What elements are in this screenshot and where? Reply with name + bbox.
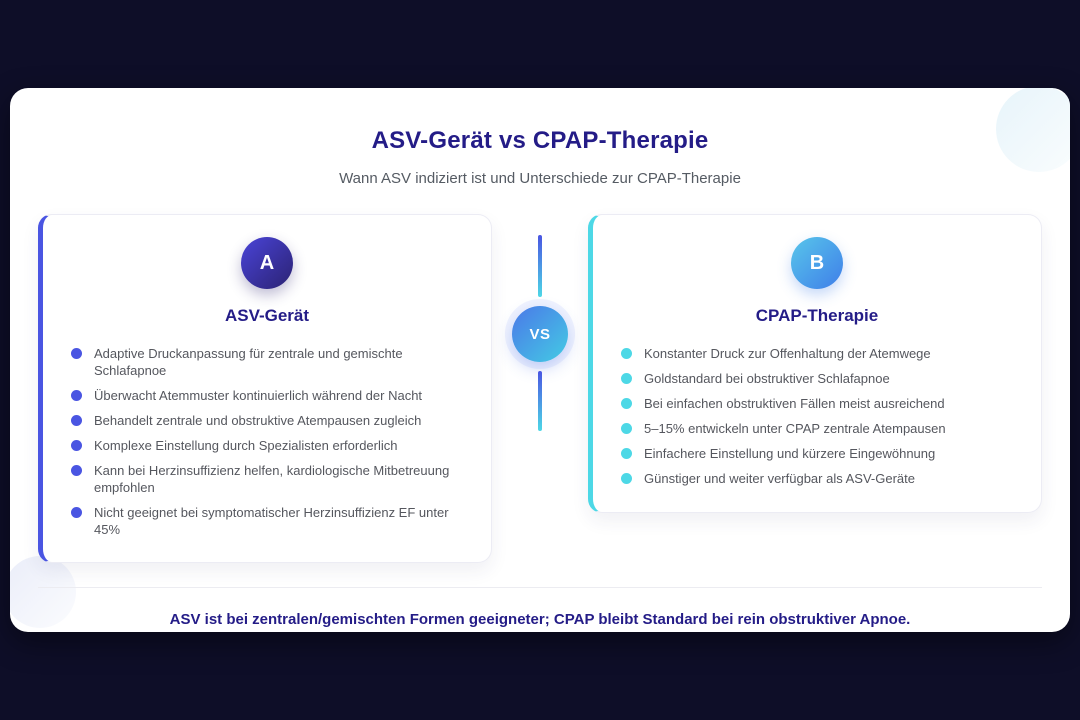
comparison-columns <box>38 214 1042 563</box>
card-b-title: CPAP-Therapie <box>755 306 879 325</box>
bullet-dot-icon <box>621 373 632 384</box>
connector-line-bottom <box>538 371 542 431</box>
vs-badge-icon: VS <box>512 306 568 362</box>
list-item <box>621 420 1013 437</box>
list-item-text: Nicht geeignet bei symptomatischer Herzinsuffizienz EF unter 45% <box>94 505 449 537</box>
page-subtitle: Wann ASV indiziert ist und Unterschiede zur CPAP-Therapie <box>339 170 741 187</box>
list-item <box>71 504 463 538</box>
badge-b-icon: B <box>791 237 843 289</box>
list-item-text: Komplexe Einstellung durch Spezialisten erforderlich <box>94 438 398 453</box>
badge-a-icon: A <box>241 237 293 289</box>
bullet-dot-icon <box>71 390 82 401</box>
list-item-text: Konstanter Druck zur Offenhaltung der Atemwege <box>644 346 931 361</box>
bullet-dot-icon <box>71 507 82 518</box>
list-item-text: Kann bei Herzinsuffizienz helfen, kardiologische Mitbetreuung empfohlen <box>94 463 450 495</box>
vs-connector <box>492 214 588 431</box>
header <box>10 88 1070 189</box>
infographic-panel <box>10 88 1070 632</box>
comparison-card-cpap <box>588 214 1042 513</box>
bullet-dot-icon <box>71 465 82 476</box>
card-a-title: ASV-Gerät <box>224 306 310 325</box>
list-item <box>621 345 1013 362</box>
list-item-text: Überwacht Atemmuster kontinuierlich während der Nacht <box>94 388 423 403</box>
list-item <box>71 462 463 496</box>
list-item <box>621 470 1013 487</box>
page-title: ASV-Gerät vs CPAP-Therapie <box>371 127 709 154</box>
list-item-text: Goldstandard bei obstruktiver Schlafapnoe <box>644 371 890 386</box>
bullet-dot-icon <box>71 440 82 451</box>
bullet-dot-icon <box>621 473 632 484</box>
footer-divider <box>38 587 1042 588</box>
connector-line-top <box>538 235 542 297</box>
list-item-text: Günstiger und weiter verfügbar als ASV-Geräte <box>644 471 915 486</box>
list-item-text: Adaptive Druckanpassung für zentrale und gemischte Schlafapnoe <box>94 346 403 378</box>
list-item <box>621 370 1013 387</box>
list-item-text: Bei einfachen obstruktiven Fällen meist ausreichend <box>644 396 945 411</box>
list-item <box>71 387 463 404</box>
bullet-dot-icon <box>71 415 82 426</box>
list-item <box>71 345 463 379</box>
list-item <box>71 412 463 429</box>
list-item <box>621 395 1013 412</box>
list-item <box>621 445 1013 462</box>
card-b-list <box>621 345 1013 487</box>
card-a-list <box>71 345 463 538</box>
bullet-dot-icon <box>621 348 632 359</box>
bullet-dot-icon <box>621 398 632 409</box>
bullet-dot-icon <box>621 423 632 434</box>
list-item-text: Einfachere Einstellung und kürzere Eingewöhnung <box>644 446 936 461</box>
bullet-dot-icon <box>621 448 632 459</box>
conclusion-text: ASV ist bei zentralen/gemischten Formen geeigneter; CPAP bleibt Standard bei rein obstruktiver Apnoe. <box>169 611 911 628</box>
list-item-text: 5–15% entwickeln unter CPAP zentrale Atempausen <box>644 421 946 436</box>
bullet-dot-icon <box>71 348 82 359</box>
comparison-card-asv <box>38 214 492 563</box>
list-item <box>71 437 463 454</box>
list-item-text: Behandelt zentrale und obstruktive Atempausen zugleich <box>94 413 422 428</box>
